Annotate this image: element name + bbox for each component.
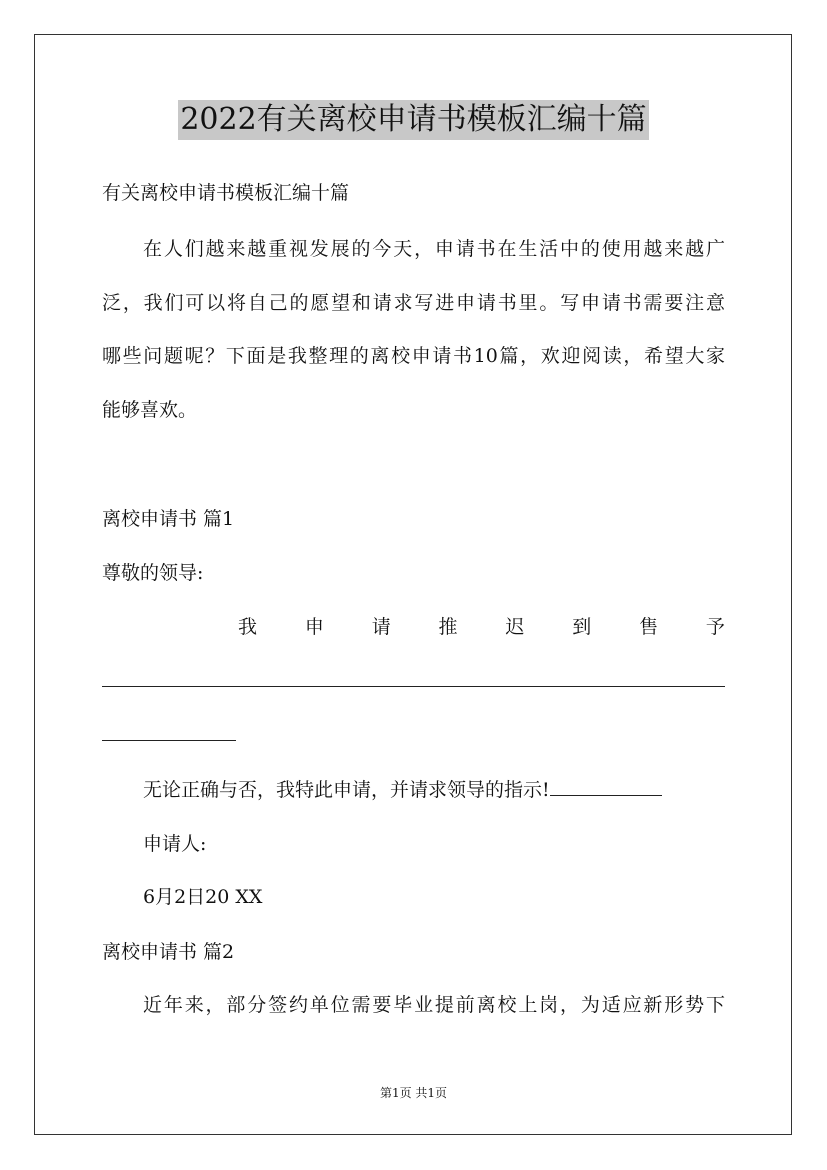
page-footer: 第1页 共1页 bbox=[379, 1086, 448, 1100]
spread-char: 售 bbox=[639, 616, 659, 638]
section1-heading: 离校申请书 篇1 bbox=[102, 508, 235, 530]
section1-closing-text: 无论正确与否，我特此申请，并请求领导的指示! bbox=[143, 779, 550, 801]
section1-date: 6月2日20 XX bbox=[143, 886, 263, 908]
spread-char: 我 bbox=[238, 616, 258, 638]
spread-char: 迟 bbox=[505, 616, 525, 638]
title-container bbox=[0, 100, 827, 140]
section1-closing bbox=[143, 777, 662, 802]
spread-char: 申 bbox=[304, 616, 324, 638]
fill-in-blank-line-2 bbox=[102, 740, 236, 741]
intro-line-4: 能够喜欢。 bbox=[102, 399, 198, 421]
fill-in-blank-line-1 bbox=[102, 686, 725, 687]
spread-char: 请 bbox=[371, 616, 391, 638]
spread-char: 予 bbox=[705, 616, 725, 638]
spread-char: 推 bbox=[438, 616, 458, 638]
intro-line-3: 哪些问题呢？下面是我整理的离校申请书10篇，欢迎阅读，希望大家 bbox=[102, 345, 725, 367]
section2-heading: 离校申请书 篇2 bbox=[102, 941, 235, 963]
signature-blank bbox=[550, 777, 662, 796]
section2-first-line: 近年来，部分签约单位需要毕业提前离校上岗，为适应新形势下 bbox=[143, 994, 725, 1016]
document-subtitle: 有关离校申请书模板汇编十篇 bbox=[102, 182, 350, 204]
intro-line-2: 泛，我们可以将自己的愿望和请求写进申请书里。写申请书需要注意 bbox=[102, 292, 725, 314]
intro-line-1: 在人们越来越重视发展的今天，申请书在生活中的使用越来越广 bbox=[143, 238, 725, 260]
section1-salutation: 尊敬的领导: bbox=[102, 562, 204, 584]
spread-char: 到 bbox=[572, 616, 592, 638]
section1-spread-line bbox=[238, 615, 725, 639]
section1-applicant: 申请人: bbox=[143, 833, 207, 855]
document-title: 2022有关离校申请书模板汇编十篇 bbox=[178, 100, 648, 140]
